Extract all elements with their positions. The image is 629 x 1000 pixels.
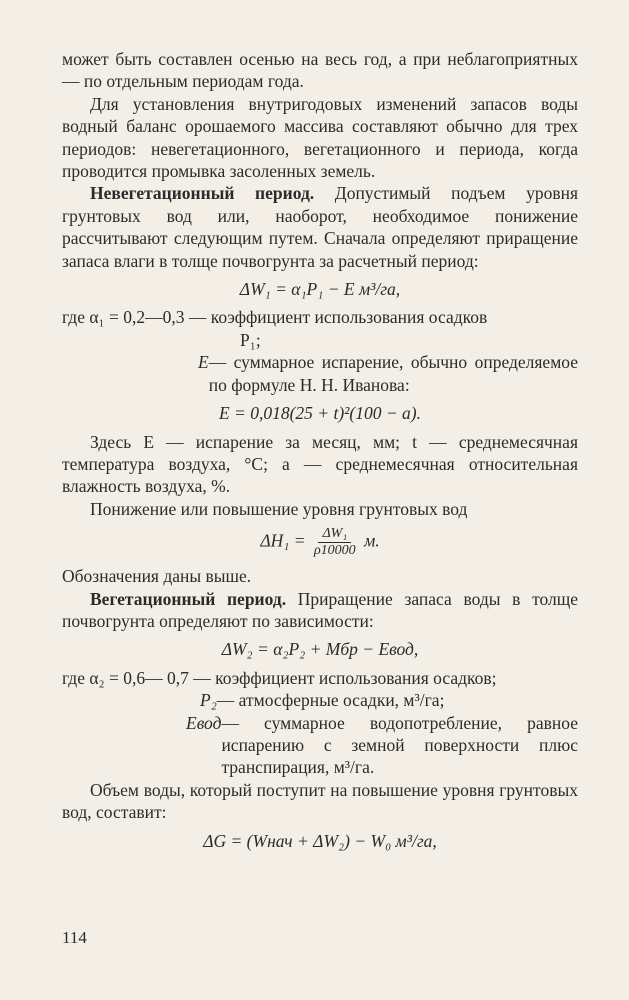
vegetation-body: Приращение запаса воды в толще почвогрунта определяют по зависимости: [62,588,578,631]
definition-p2-desc: — атмосферные осадки, м³/га; [216,690,445,711]
paragraph-volume: Объем воды, который поступит на повышение уровня грунтовых вод, составит: [62,779,578,823]
formula-delta-w2: ΔW₂ = α₂P₂ + Mбр − Eвод, [221,639,419,660]
paragraph-vegetation [62,588,578,633]
definition-evod-term: Eвод [186,712,222,733]
formula-e-ivanov: E = 0,018(25 + t)²(100 − a). [218,403,422,424]
formula-delta-h1-right: м. [364,530,380,551]
definition-evod-desc: — суммарное водопотребление, равное испарению с земной поверхности плюс транспирация, м³/га. [221,712,578,778]
formula-delta-w1: ΔW₁ = α₁P₁ − E м³/га, [239,279,401,300]
definition-e-term: E [198,352,209,373]
page-text [62,48,578,858]
definition-p2 [62,689,578,711]
vegetation-heading: Вегетационный период. [90,588,287,609]
nonvegetation-body: Допустимый подъем уровня грунтовых вод или, наоборот, необходимое понижение рассчитывают следующим путем. Сначала определяют приращение запаса влаги в толще почвогрунта за расчетный период: [62,183,578,271]
paragraph-nonvegetation [62,182,578,272]
definition-e-desc: — суммарное испарение, обычно определяемое по формуле Н. Н. Иванова: [208,352,578,395]
paragraph-here: Здесь E — испарение за месяц, мм; t — среднемесячная температура воздуха, °С; a — среднемесячная относительная влажность воздуха, %. [62,431,578,497]
paragraph-lowering: Понижение или повышение уровня грунтовых вод [90,498,468,519]
formula-delta-g: ΔG = (Wнач + ΔW₂) − W₀ м³/га, [203,830,437,851]
definition-alpha1: где α₁ = 0,2—0,3 — коэффициент использования осадков [62,307,488,328]
paragraph-1: может быть составлен осенью на весь год, а при неблагоприятных — по отдельным периодам года. [62,49,578,92]
fraction-denominator: ρ10000 [313,543,356,559]
page-number: 114 [62,928,87,947]
definition-evod [62,712,578,779]
definitions-2 [62,667,578,779]
fraction-numerator: ΔW₁ [318,526,351,543]
fraction [310,526,360,559]
paragraph-notation: Обозначения даны выше. [62,566,252,587]
definitions-1 [62,306,578,396]
definition-alpha1-cont: P₁; [240,329,261,350]
paragraph-2: Для установления внутригодовых изменений запасов воды водный баланс орошаемого массива составляют обычно для трех периодов: невегетационного, вегетационного и периода, когда проводится промывка засоленных земель. [62,93,578,182]
definition-e [62,351,578,396]
formula-delta-h1-left: ΔH₁ = [260,530,306,551]
nonvegetation-heading: Невегетационный период. [90,183,315,204]
definition-alpha2: где α₂ = 0,6— 0,7 — коэффициент использования осадков; [62,667,497,688]
formula-delta-h1 [62,526,578,559]
definition-p2-term: P₂ [200,690,217,711]
